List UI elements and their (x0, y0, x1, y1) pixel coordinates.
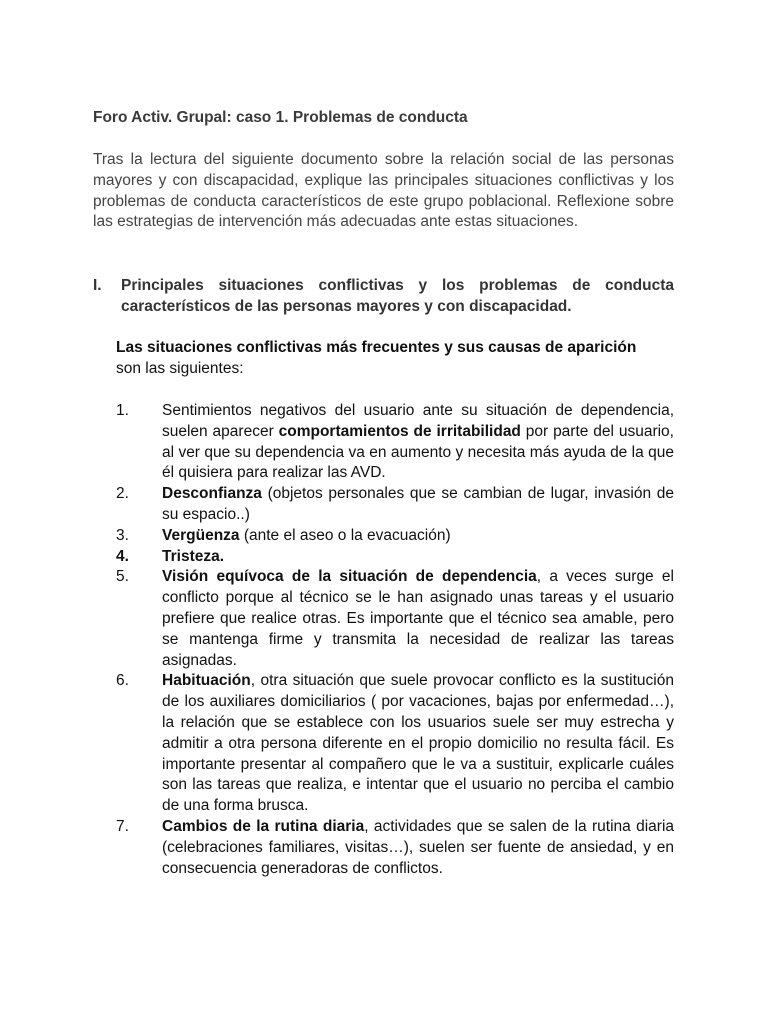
document-title: Foro Activ. Grupal: caso 1. Problemas de conducta (93, 109, 468, 126)
conflict-list (116, 401, 674, 879)
list-item-number: 2. (116, 485, 129, 503)
list-item-text (162, 671, 674, 817)
list-item (116, 817, 674, 879)
list-item-post-text: (objetos personales que se cambian de lugar, invasión de su espacio..) (162, 485, 674, 523)
lead-paragraph (116, 338, 661, 380)
list-item-text (162, 547, 674, 568)
list-item-pre-text: Sentimientos negativos del usuario ante su situación de dependencia, suelen aparecer (162, 402, 674, 440)
list-item-text (162, 567, 674, 671)
list-item (116, 671, 674, 817)
section-heading-text: Principales situaciones conflictivas y los problemas de conducta característicos de las personas mayores y con discapacidad. (121, 277, 674, 315)
list-item-post-text: , a veces surge el conflicto porque al técnico se le han asignado unas tareas y el usuario prefiere que realice otras. Es importante que el técnico sea amable, pero se mantenga firme y transmita la necesidad de realizar las tareas asignadas. (162, 568, 674, 669)
list-item-post-text: , actividades que se salen de la rutina diaria (celebraciones familiares, visitas…), suelen ser fuente de ansiedad, y en consecuencia generadoras de conflictos. (162, 817, 675, 877)
list-item (116, 567, 674, 671)
list-item-text (162, 401, 674, 484)
list-item-bold-text: Desconfianza (162, 485, 262, 503)
list-item (116, 547, 674, 568)
list-item-bold-text: Visión equívoca de la situación de dependencia (162, 568, 537, 586)
list-item-bold-text: Habituación (162, 672, 251, 690)
list-item-number: 1. (116, 402, 129, 419)
list-item-bold-text: Tristeza. (162, 547, 225, 565)
lead-rest-text: son las siguientes: (116, 359, 244, 377)
list-item-post-text: por parte del usuario, al ver que su dependencia va en aumento y necesita más ayuda de la que él quisiera para realizar las AVD. (162, 422, 674, 482)
list-item (116, 526, 674, 547)
list-item-number: 6. (116, 672, 129, 690)
list-item-text (162, 817, 674, 879)
list-item-number: 3. (116, 526, 129, 544)
list-item-text (162, 484, 674, 526)
list-item (116, 484, 674, 526)
list-item-bold-text: Cambios de la rutina diaria (162, 817, 365, 835)
list-item-post-text: , otra situación que suele provocar conflicto es la sustitución de los auxiliares domiciliarios ( por vacaciones, bajas por enfermedad…), la relación que se establece con los usuarios suele ser muy estrecha y admitir a otra persona diferente en el propio domicilio no resulta fácil. Es importante presentar al compañero que le va a sustituir, explicarle cuáles son las tareas que realiza, e intentar que el usuario no perciba el cambio de una forma brusca. (162, 672, 674, 815)
list-item-number: 4. (116, 547, 129, 565)
list-item-text (162, 526, 674, 547)
section-number: I. (93, 277, 102, 294)
list-item-number: 7. (116, 817, 129, 835)
list-item (116, 401, 674, 484)
intro-paragraph: Tras la lectura del siguiente documento sobre la relación social de las personas mayores y con discapacidad, explique las principales situaciones conflictivas y los problemas de conducta característicos de este grupo poblacional. Reflexione sobre las estrategias de intervención más adecuadas ante estas situaciones. (93, 151, 674, 231)
list-item-number: 5. (116, 568, 129, 586)
list-item-bold-text: comportamientos de irritabilidad (278, 422, 521, 440)
list-item-post-text: (ante el aseo o la evacuación) (239, 526, 451, 544)
lead-bold-text: Las situaciones conflictivas más frecuentes y sus causas de aparición (116, 339, 637, 356)
section-heading (93, 276, 674, 318)
list-item-bold-text: Vergüenza (162, 526, 240, 544)
